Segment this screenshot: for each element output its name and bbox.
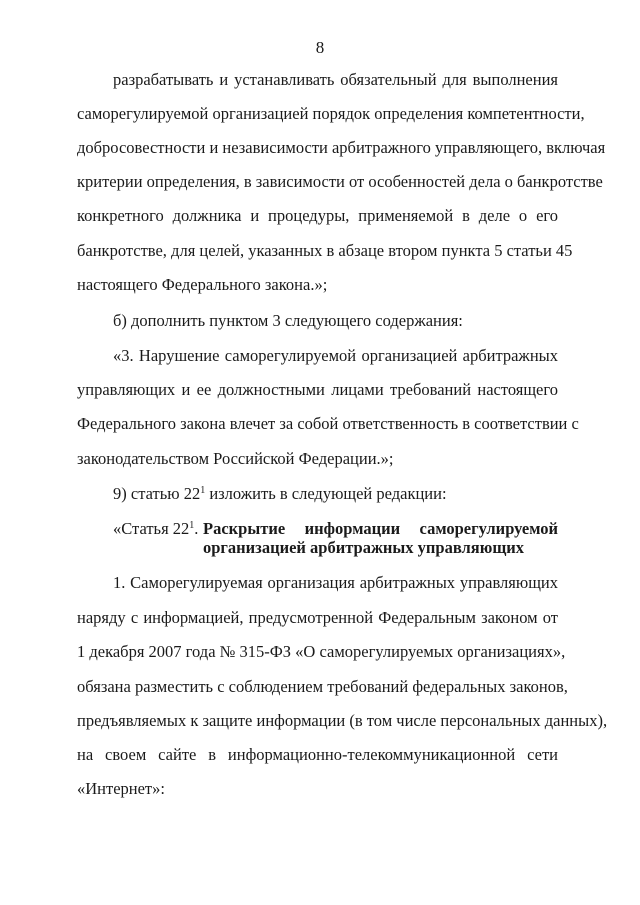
paragraph-5-line-5: предъявляемых к защите информации (в том числе персональных данных), (77, 711, 608, 730)
paragraph-4-superscript: 1 (200, 485, 206, 496)
paragraph-1-line-4: критерии определения, в зависимости от особенностей дела о банкротстве (77, 172, 603, 191)
paragraph-5-line-4: обязана разместить с соблюдением требований федеральных законов, (77, 677, 568, 696)
paragraph-1-line-2: саморегулируемой организацией порядок определения компетентности, (77, 104, 585, 123)
paragraph-4-text-before: 9) статью 22 (113, 484, 201, 503)
paragraph-5-line-6: на своем сайте в информационно-телекоммуникационной сети (77, 745, 558, 764)
paragraph-3-line-2: управляющих и ее должностными лицами требований настоящего (77, 380, 558, 399)
paragraph-1-line-3: добросовестности и независимости арбитражного управляющего, включая (77, 138, 606, 157)
paragraph-4-text-after: изложить в следующей редакции: (205, 484, 447, 503)
paragraph-1-line-6: банкротстве, для целей, указанных в абзаце втором пункта 5 статьи 45 (77, 241, 573, 260)
article-heading-prefix (113, 519, 198, 539)
article-prefix-superscript: 1 (189, 520, 195, 531)
paragraph-3-line-3: Федерального закона влечет за собой ответственность в соответствии с (77, 414, 579, 433)
paragraph-5-line-1: 1. Саморегулируемая организация арбитражных управляющих (113, 573, 558, 592)
paragraph-5-line-7: «Интернет»: (77, 779, 165, 798)
paragraph-5-line-3: 1 декабря 2007 года № 315-ФЗ «О саморегулируемых организациях», (77, 642, 566, 661)
paragraph-4-line-1 (113, 484, 558, 504)
paragraph-3-line-4: законодательством Российской Федерации.»; (77, 449, 394, 468)
article-title-line-1: Раскрытие информации саморегулируемой (203, 519, 558, 538)
paragraph-1-line-5: конкретного должника и процедуры, применяемой в деле о его (77, 206, 558, 225)
paragraph-2-line-1: б) дополнить пунктом 3 следующего содержания: (113, 311, 463, 330)
article-title-line-2: организацией арбитражных управляющих (203, 538, 525, 557)
article-prefix-dot: . (194, 519, 199, 538)
paragraph-5-line-2: наряду с информацией, предусмотренной Федеральным законом от (77, 608, 558, 627)
paragraph-1-line-7: настоящего Федерального закона.»; (77, 275, 328, 294)
page-number: 8 (315, 38, 325, 57)
paragraph-3-line-1: «3. Нарушение саморегулируемой организацией арбитражных (113, 346, 558, 365)
article-heading-title (203, 519, 558, 557)
article-prefix-text: «Статья 22 (113, 519, 190, 538)
paragraph-1-line-1: разрабатывать и устанавливать обязательный для выполнения (113, 70, 558, 89)
